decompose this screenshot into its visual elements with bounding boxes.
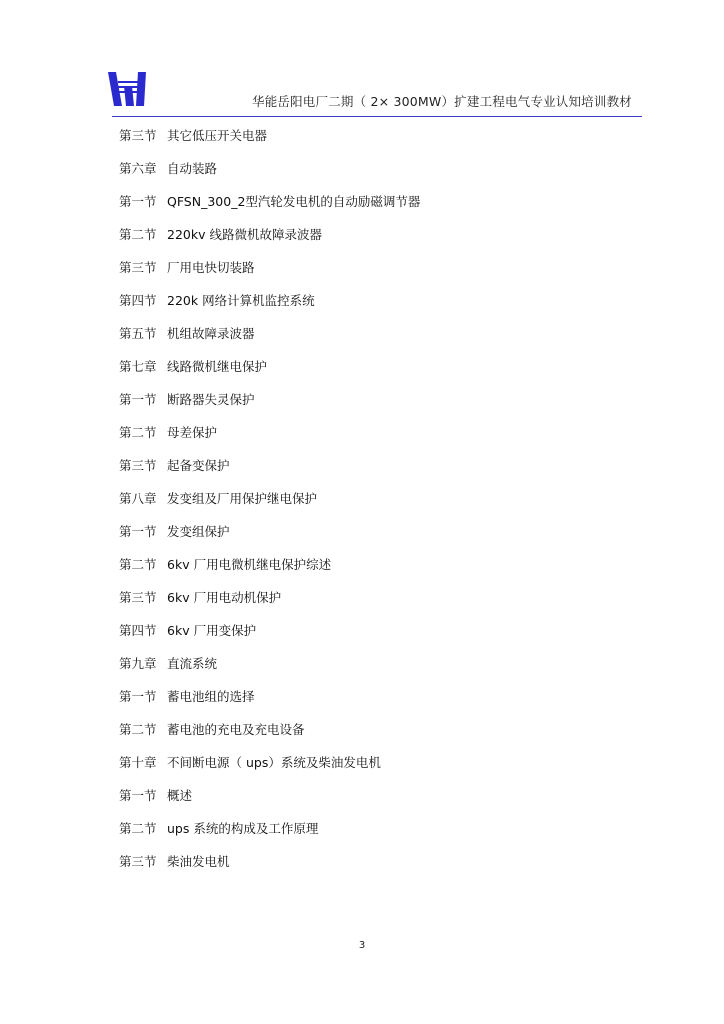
toc-entry-number: 第三节 <box>119 854 157 869</box>
toc-entry-number: 第二节 <box>119 821 157 836</box>
toc-entry-title: 概述 <box>167 788 193 803</box>
toc-entry[interactable] <box>119 786 420 819</box>
toc-entry[interactable] <box>119 258 420 291</box>
toc-entry-title: 6kv 厂用电动机保护 <box>167 590 282 605</box>
toc-entry[interactable] <box>119 159 420 192</box>
toc-entry[interactable] <box>119 126 420 159</box>
toc-entry-number: 第二节 <box>119 227 157 242</box>
toc-entry-title: 蓄电池组的选择 <box>167 689 255 704</box>
toc-entry-title: 起备变保护 <box>167 458 230 473</box>
toc-entry[interactable] <box>119 720 420 753</box>
toc-entry[interactable] <box>119 687 420 720</box>
toc-entry-number: 第一节 <box>119 788 157 803</box>
toc-entry-number: 第二节 <box>119 557 157 572</box>
toc-entry[interactable] <box>119 852 420 885</box>
toc-entry[interactable] <box>119 423 420 456</box>
toc-entry-title: 220k 网络计算机监控系统 <box>167 293 315 308</box>
table-of-contents <box>119 126 420 885</box>
toc-entry-title: ups 系统的构成及工作原理 <box>167 821 319 836</box>
toc-entry[interactable] <box>119 489 420 522</box>
toc-entry[interactable] <box>119 819 420 852</box>
header-divider <box>112 116 642 117</box>
toc-entry[interactable] <box>119 225 420 258</box>
toc-entry-number: 第一节 <box>119 392 157 407</box>
toc-entry[interactable] <box>119 291 420 324</box>
toc-entry-title: 220kv 线路微机故障录波器 <box>167 227 322 242</box>
toc-entry-number: 第三节 <box>119 128 157 143</box>
toc-entry[interactable] <box>119 654 420 687</box>
toc-entry-title: 机组故障录波器 <box>167 326 255 341</box>
toc-entry-title: 柴油发电机 <box>167 854 230 869</box>
toc-entry-number: 第五节 <box>119 326 157 341</box>
toc-entry-number: 第十章 <box>119 755 157 770</box>
toc-entry-title: 厂用电快切装路 <box>167 260 255 275</box>
toc-entry[interactable] <box>119 192 420 225</box>
toc-entry-number: 第三节 <box>119 590 157 605</box>
toc-entry[interactable] <box>119 522 420 555</box>
toc-entry-title: 断路器失灵保护 <box>167 392 255 407</box>
toc-entry-number: 第三节 <box>119 260 157 275</box>
toc-entry-number: 第一节 <box>119 194 157 209</box>
document-header-title: 华能岳阳电厂二期（ 2× 300MW）扩建工程电气专业认知培训教材 <box>252 94 632 109</box>
toc-entry[interactable] <box>119 621 420 654</box>
toc-entry-number: 第九章 <box>119 656 157 671</box>
toc-entry[interactable] <box>119 324 420 357</box>
toc-entry[interactable] <box>119 456 420 489</box>
toc-entry-title: 其它低压开关电器 <box>167 128 268 143</box>
toc-entry-title: 发变组及厂用保护继电保护 <box>167 491 318 506</box>
toc-entry-number: 第一节 <box>119 689 157 704</box>
toc-entry[interactable] <box>119 357 420 390</box>
toc-entry-number: 第二节 <box>119 425 157 440</box>
toc-entry-number: 第四节 <box>119 623 157 638</box>
toc-entry-number: 第七章 <box>119 359 157 374</box>
toc-entry-title: 发变组保护 <box>167 524 230 539</box>
toc-entry-title: 直流系统 <box>167 656 218 671</box>
toc-entry-title: 蓄电池的充电及充电设备 <box>167 722 305 737</box>
toc-entry-title: 6kv 厂用变保护 <box>167 623 257 638</box>
toc-entry[interactable] <box>119 753 420 786</box>
toc-entry[interactable] <box>119 588 420 621</box>
toc-entry-number: 第二节 <box>119 722 157 737</box>
company-logo <box>108 72 150 106</box>
toc-entry-number: 第三节 <box>119 458 157 473</box>
toc-entry[interactable] <box>119 555 420 588</box>
toc-entry-title: QFSN_300_2型汽轮发电机的自动励磁调节器 <box>167 194 421 209</box>
toc-entry-title: 线路微机继电保护 <box>167 359 268 374</box>
toc-entry-title: 自动装路 <box>167 161 218 176</box>
toc-entry-number: 第六章 <box>119 161 157 176</box>
toc-entry-title: 母差保护 <box>167 425 218 440</box>
toc-entry-title: 6kv 厂用电微机继电保护综述 <box>167 557 332 572</box>
toc-entry-number: 第四节 <box>119 293 157 308</box>
toc-entry[interactable] <box>119 390 420 423</box>
page-number: 3 <box>358 940 366 951</box>
toc-entry-number: 第一节 <box>119 524 157 539</box>
toc-entry-number: 第八章 <box>119 491 157 506</box>
toc-entry-title: 不间断电源（ ups）系统及柴油发电机 <box>167 755 381 770</box>
